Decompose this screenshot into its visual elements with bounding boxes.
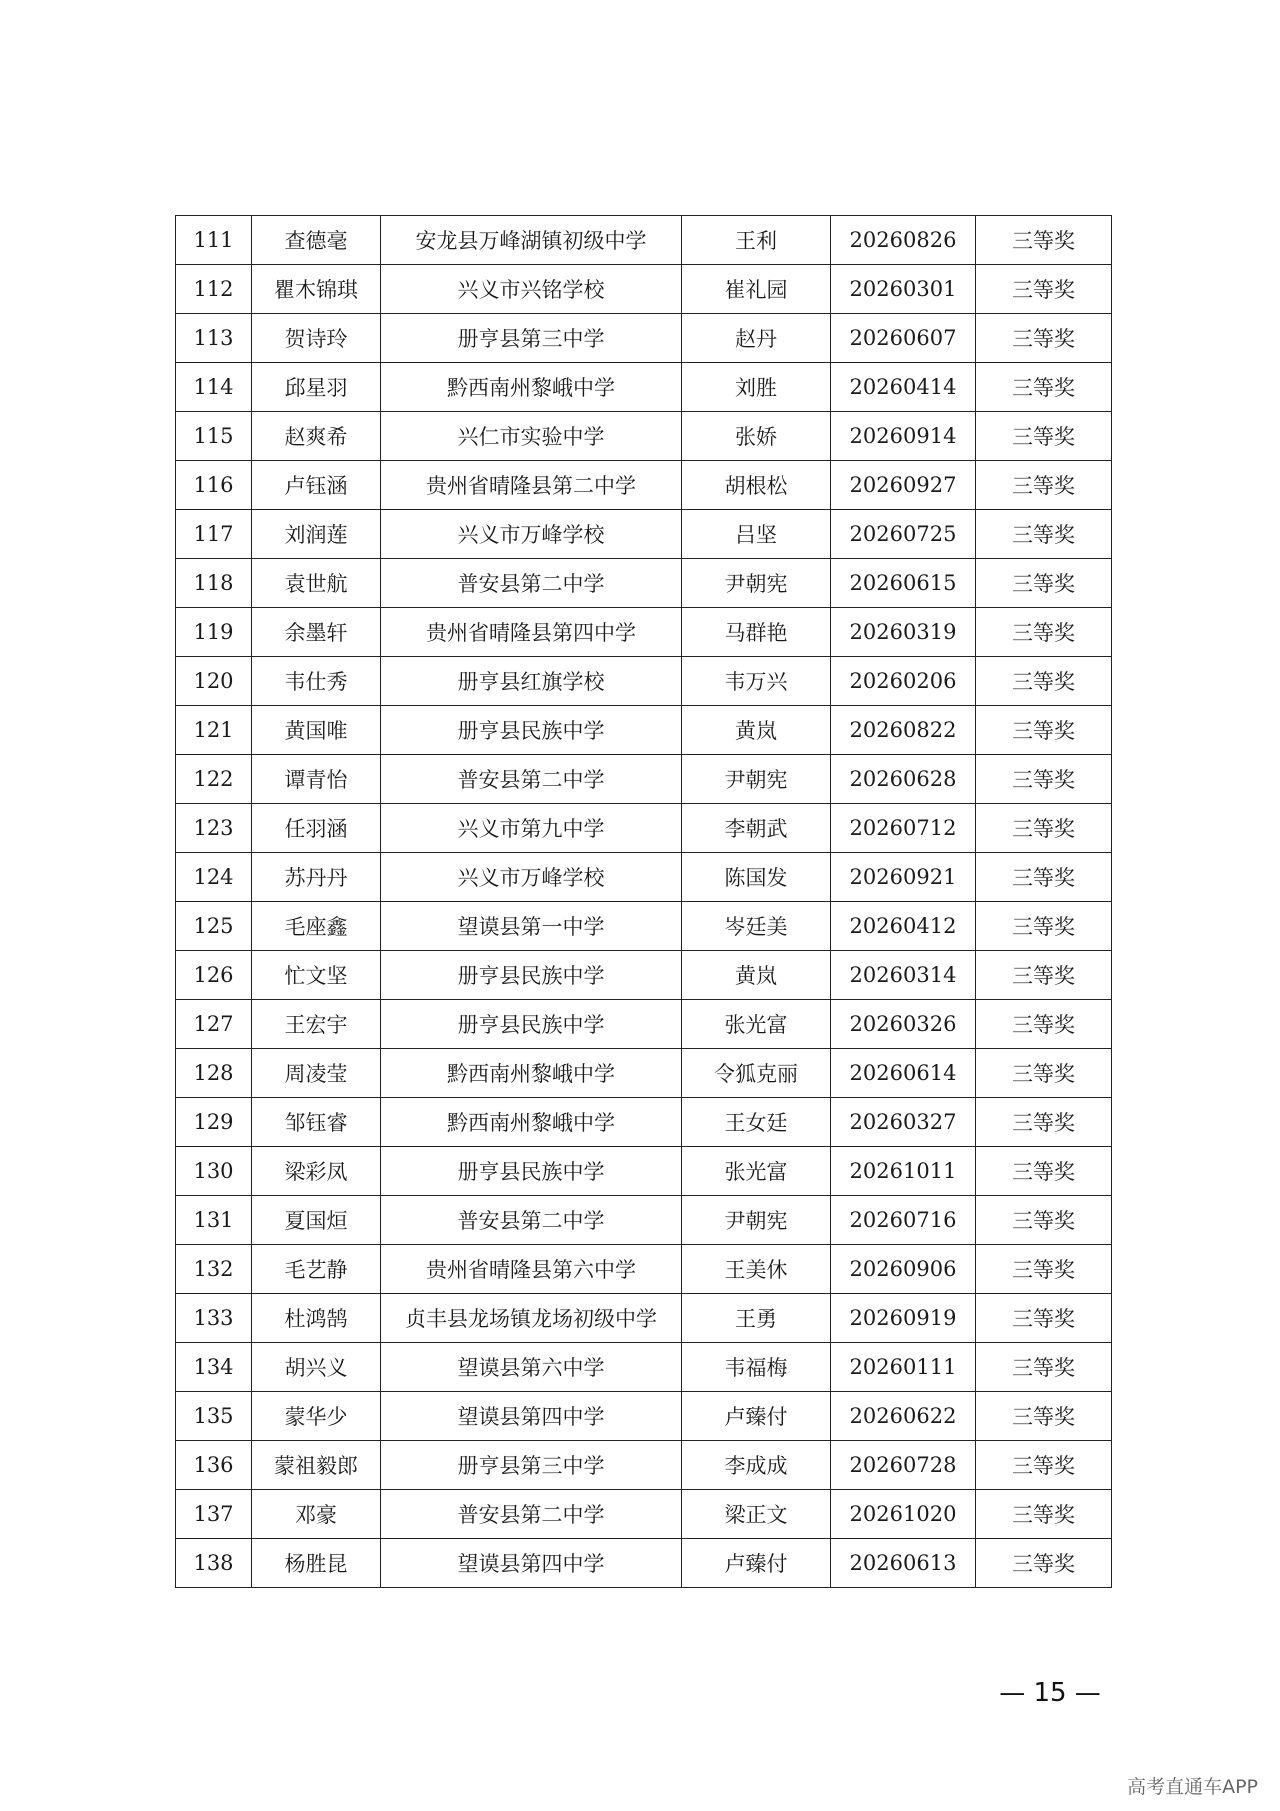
teacher-cell: 王女廷 <box>682 1098 831 1147</box>
table-row <box>176 559 1112 608</box>
teacher-cell: 李朝武 <box>682 804 831 853</box>
row-number-cell: 125 <box>176 902 252 951</box>
school-cell: 册亨县红旗学校 <box>381 657 682 706</box>
id-number-cell: 20260301 <box>831 265 976 314</box>
student-name-cell: 贺诗玲 <box>252 314 381 363</box>
student-name-cell: 黄国唯 <box>252 706 381 755</box>
row-number-cell: 124 <box>176 853 252 902</box>
student-name-cell: 苏丹丹 <box>252 853 381 902</box>
student-name-cell: 卢钰涵 <box>252 461 381 510</box>
teacher-cell: 胡根松 <box>682 461 831 510</box>
school-cell: 黔西南州黎峨中学 <box>381 363 682 412</box>
row-number-cell: 127 <box>176 1000 252 1049</box>
student-name-cell: 毛艺静 <box>252 1245 381 1294</box>
id-number-cell: 20260712 <box>831 804 976 853</box>
award-cell: 三等奖 <box>976 363 1112 412</box>
award-cell: 三等奖 <box>976 706 1112 755</box>
table-row <box>176 1049 1112 1098</box>
school-cell: 兴义市兴铭学校 <box>381 265 682 314</box>
student-name-cell: 蒙祖毅郎 <box>252 1441 381 1490</box>
teacher-cell: 崔礼园 <box>682 265 831 314</box>
id-number-cell: 20260614 <box>831 1049 976 1098</box>
award-cell: 三等奖 <box>976 559 1112 608</box>
award-cell: 三等奖 <box>976 951 1112 1000</box>
table-row <box>176 510 1112 559</box>
award-cell: 三等奖 <box>976 853 1112 902</box>
school-cell: 兴义市万峰学校 <box>381 853 682 902</box>
student-name-cell: 邹钰睿 <box>252 1098 381 1147</box>
teacher-cell: 令狐克丽 <box>682 1049 831 1098</box>
teacher-cell: 王利 <box>682 216 831 265</box>
school-cell: 兴义市第九中学 <box>381 804 682 853</box>
id-number-cell: 20260319 <box>831 608 976 657</box>
award-cell: 三等奖 <box>976 657 1112 706</box>
school-cell: 兴义市万峰学校 <box>381 510 682 559</box>
row-number-cell: 132 <box>176 1245 252 1294</box>
table-row <box>176 1098 1112 1147</box>
row-number-cell: 114 <box>176 363 252 412</box>
row-number-cell: 135 <box>176 1392 252 1441</box>
award-cell: 三等奖 <box>976 1196 1112 1245</box>
award-cell: 三等奖 <box>976 412 1112 461</box>
table-row <box>176 1294 1112 1343</box>
award-cell: 三等奖 <box>976 1098 1112 1147</box>
row-number-cell: 115 <box>176 412 252 461</box>
teacher-cell: 李成成 <box>682 1441 831 1490</box>
student-name-cell: 袁世航 <box>252 559 381 608</box>
school-cell: 册亨县第三中学 <box>381 314 682 363</box>
teacher-cell: 尹朝宪 <box>682 1196 831 1245</box>
award-cell: 三等奖 <box>976 1147 1112 1196</box>
award-cell: 三等奖 <box>976 265 1112 314</box>
teacher-cell: 赵丹 <box>682 314 831 363</box>
row-number-cell: 136 <box>176 1441 252 1490</box>
school-cell: 普安县第二中学 <box>381 755 682 804</box>
student-name-cell: 胡兴义 <box>252 1343 381 1392</box>
award-cell: 三等奖 <box>976 1441 1112 1490</box>
table-row <box>176 1441 1112 1490</box>
student-name-cell: 邱星羽 <box>252 363 381 412</box>
page-number: — 15 — <box>999 1678 1101 1708</box>
id-number-cell: 20260914 <box>831 412 976 461</box>
teacher-cell: 卢臻付 <box>682 1392 831 1441</box>
id-number-cell: 20260725 <box>831 510 976 559</box>
student-name-cell: 杨胜昆 <box>252 1539 381 1588</box>
teacher-cell: 王美休 <box>682 1245 831 1294</box>
teacher-cell: 黄岚 <box>682 951 831 1000</box>
school-cell: 贵州省晴隆县第二中学 <box>381 461 682 510</box>
id-number-cell: 20260822 <box>831 706 976 755</box>
row-number-cell: 117 <box>176 510 252 559</box>
award-cell: 三等奖 <box>976 804 1112 853</box>
row-number-cell: 119 <box>176 608 252 657</box>
student-name-cell: 余墨轩 <box>252 608 381 657</box>
award-cell: 三等奖 <box>976 1392 1112 1441</box>
teacher-cell: 梁正文 <box>682 1490 831 1539</box>
row-number-cell: 133 <box>176 1294 252 1343</box>
school-cell: 贞丰县龙场镇龙场初级中学 <box>381 1294 682 1343</box>
student-name-cell: 蒙华少 <box>252 1392 381 1441</box>
award-cell: 三等奖 <box>976 1049 1112 1098</box>
teacher-cell: 卢臻付 <box>682 1539 831 1588</box>
award-cell: 三等奖 <box>976 216 1112 265</box>
student-name-cell: 查德毫 <box>252 216 381 265</box>
teacher-cell: 吕坚 <box>682 510 831 559</box>
table-row <box>176 412 1112 461</box>
id-number-cell: 20260927 <box>831 461 976 510</box>
student-name-cell: 忙文坚 <box>252 951 381 1000</box>
student-name-cell: 毛座鑫 <box>252 902 381 951</box>
award-cell: 三等奖 <box>976 461 1112 510</box>
teacher-cell: 韦万兴 <box>682 657 831 706</box>
student-name-cell: 周凌莹 <box>252 1049 381 1098</box>
teacher-cell: 张光富 <box>682 1000 831 1049</box>
id-number-cell: 20260613 <box>831 1539 976 1588</box>
id-number-cell: 20260826 <box>831 216 976 265</box>
award-cell: 三等奖 <box>976 902 1112 951</box>
row-number-cell: 112 <box>176 265 252 314</box>
row-number-cell: 130 <box>176 1147 252 1196</box>
id-number-cell: 20260414 <box>831 363 976 412</box>
id-number-cell: 20260622 <box>831 1392 976 1441</box>
row-number-cell: 131 <box>176 1196 252 1245</box>
teacher-cell: 刘胜 <box>682 363 831 412</box>
award-cell: 三等奖 <box>976 1000 1112 1049</box>
student-name-cell: 刘润莲 <box>252 510 381 559</box>
row-number-cell: 111 <box>176 216 252 265</box>
student-name-cell: 谭青怡 <box>252 755 381 804</box>
id-number-cell: 20261020 <box>831 1490 976 1539</box>
id-number-cell: 20260111 <box>831 1343 976 1392</box>
row-number-cell: 129 <box>176 1098 252 1147</box>
table-row <box>176 314 1112 363</box>
row-number-cell: 116 <box>176 461 252 510</box>
student-name-cell: 赵爽希 <box>252 412 381 461</box>
id-number-cell: 20260628 <box>831 755 976 804</box>
id-number-cell: 20260919 <box>831 1294 976 1343</box>
table-row <box>176 706 1112 755</box>
school-cell: 兴仁市实验中学 <box>381 412 682 461</box>
award-cell: 三等奖 <box>976 1490 1112 1539</box>
student-name-cell: 夏国烜 <box>252 1196 381 1245</box>
award-cell: 三等奖 <box>976 755 1112 804</box>
teacher-cell: 岑廷美 <box>682 902 831 951</box>
school-cell: 安龙县万峰湖镇初级中学 <box>381 216 682 265</box>
table-row <box>176 216 1112 265</box>
student-name-cell: 梁彩凤 <box>252 1147 381 1196</box>
school-cell: 册亨县民族中学 <box>381 1000 682 1049</box>
watermark: 高考直通车APP <box>1127 1776 1258 1798</box>
award-cell: 三等奖 <box>976 510 1112 559</box>
table-row <box>176 804 1112 853</box>
table-row <box>176 1392 1112 1441</box>
school-cell: 册亨县民族中学 <box>381 951 682 1000</box>
table-row <box>176 1343 1112 1392</box>
row-number-cell: 118 <box>176 559 252 608</box>
school-cell: 普安县第二中学 <box>381 559 682 608</box>
school-cell: 望谟县第四中学 <box>381 1539 682 1588</box>
table-row <box>176 951 1112 1000</box>
row-number-cell: 122 <box>176 755 252 804</box>
teacher-cell: 王勇 <box>682 1294 831 1343</box>
school-cell: 册亨县第三中学 <box>381 1441 682 1490</box>
teacher-cell: 马群艳 <box>682 608 831 657</box>
school-cell: 册亨县民族中学 <box>381 706 682 755</box>
award-cell: 三等奖 <box>976 1294 1112 1343</box>
table-row <box>176 1490 1112 1539</box>
id-number-cell: 20260921 <box>831 853 976 902</box>
id-number-cell: 20260716 <box>831 1196 976 1245</box>
id-number-cell: 20260206 <box>831 657 976 706</box>
teacher-cell: 陈国发 <box>682 853 831 902</box>
school-cell: 册亨县民族中学 <box>381 1147 682 1196</box>
teacher-cell: 尹朝宪 <box>682 559 831 608</box>
teacher-cell: 张娇 <box>682 412 831 461</box>
row-number-cell: 113 <box>176 314 252 363</box>
table-body <box>176 216 1112 1588</box>
award-cell: 三等奖 <box>976 608 1112 657</box>
table-row <box>176 853 1112 902</box>
student-name-cell: 韦仕秀 <box>252 657 381 706</box>
student-name-cell: 杜鸿鹄 <box>252 1294 381 1343</box>
row-number-cell: 128 <box>176 1049 252 1098</box>
id-number-cell: 20260728 <box>831 1441 976 1490</box>
id-number-cell: 20260906 <box>831 1245 976 1294</box>
table-row <box>176 755 1112 804</box>
id-number-cell: 20260314 <box>831 951 976 1000</box>
row-number-cell: 134 <box>176 1343 252 1392</box>
row-number-cell: 120 <box>176 657 252 706</box>
student-name-cell: 任羽涵 <box>252 804 381 853</box>
teacher-cell: 张光富 <box>682 1147 831 1196</box>
school-cell: 贵州省晴隆县第六中学 <box>381 1245 682 1294</box>
award-cell: 三等奖 <box>976 1245 1112 1294</box>
table-row <box>176 363 1112 412</box>
table-row <box>176 1539 1112 1588</box>
row-number-cell: 121 <box>176 706 252 755</box>
table-row <box>176 1196 1112 1245</box>
school-cell: 望谟县第四中学 <box>381 1392 682 1441</box>
table-row <box>176 1245 1112 1294</box>
school-cell: 普安县第二中学 <box>381 1196 682 1245</box>
row-number-cell: 138 <box>176 1539 252 1588</box>
id-number-cell: 20260326 <box>831 1000 976 1049</box>
teacher-cell: 黄岚 <box>682 706 831 755</box>
table-row <box>176 1000 1112 1049</box>
award-cell: 三等奖 <box>976 1539 1112 1588</box>
award-cell: 三等奖 <box>976 314 1112 363</box>
table-row <box>176 657 1112 706</box>
id-number-cell: 20260615 <box>831 559 976 608</box>
school-cell: 贵州省晴隆县第四中学 <box>381 608 682 657</box>
school-cell: 望谟县第一中学 <box>381 902 682 951</box>
table-row <box>176 265 1112 314</box>
award-cell: 三等奖 <box>976 1343 1112 1392</box>
id-number-cell: 20260412 <box>831 902 976 951</box>
school-cell: 望谟县第六中学 <box>381 1343 682 1392</box>
table-row <box>176 1147 1112 1196</box>
award-table <box>175 215 1112 1588</box>
teacher-cell: 韦福梅 <box>682 1343 831 1392</box>
id-number-cell: 20261011 <box>831 1147 976 1196</box>
student-name-cell: 王宏宇 <box>252 1000 381 1049</box>
table-row <box>176 902 1112 951</box>
student-name-cell: 邓豪 <box>252 1490 381 1539</box>
school-cell: 黔西南州黎峨中学 <box>381 1049 682 1098</box>
school-cell: 普安县第二中学 <box>381 1490 682 1539</box>
id-number-cell: 20260607 <box>831 314 976 363</box>
table-row <box>176 461 1112 510</box>
student-name-cell: 瞿木锦琪 <box>252 265 381 314</box>
table-row <box>176 608 1112 657</box>
teacher-cell: 尹朝宪 <box>682 755 831 804</box>
id-number-cell: 20260327 <box>831 1098 976 1147</box>
row-number-cell: 137 <box>176 1490 252 1539</box>
row-number-cell: 126 <box>176 951 252 1000</box>
school-cell: 黔西南州黎峨中学 <box>381 1098 682 1147</box>
row-number-cell: 123 <box>176 804 252 853</box>
